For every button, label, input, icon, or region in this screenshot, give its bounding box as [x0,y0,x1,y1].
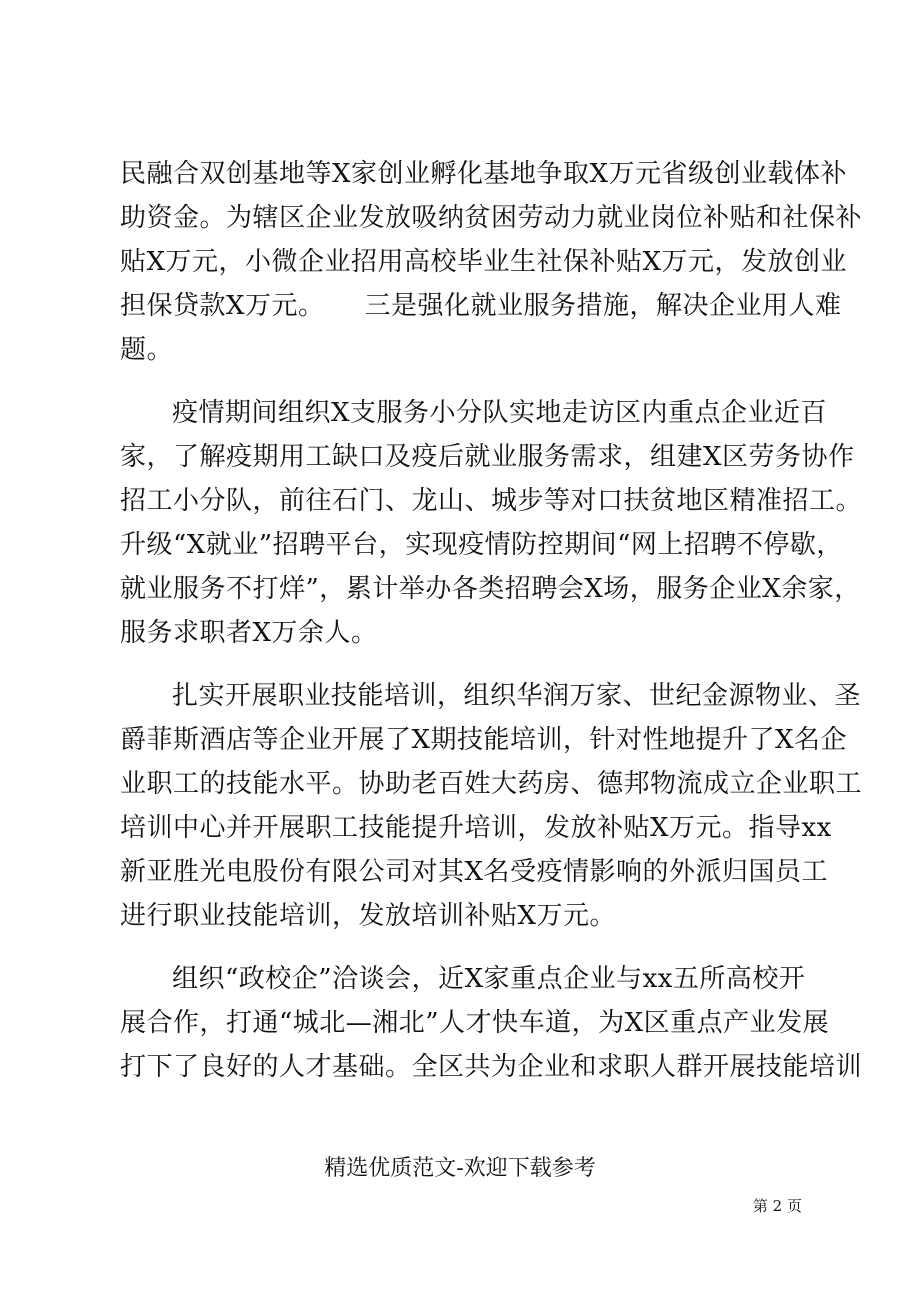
text-line: 招工小分队，前往石门、龙山、城步等对口扶贫地区精准招工。 [120,486,863,516]
text-line: 扎实开展职业技能培训，组织华润万家、世纪金源物业、圣 [172,681,862,711]
text-line: 爵菲斯酒店等企业开展了X期技能培训，针对性地提升了X名企 [120,725,848,755]
text-line: 家，了解疫期用工缺口及疫后就业服务需求，组建X区劳务协作 [120,442,855,472]
text-line: 就业服务不打烊”，累计举办各类招聘会X场，服务企业X余家， [120,574,861,604]
paragraph-4 [120,957,863,1089]
body-text [120,152,863,1089]
text-line: 打下了良好的人才基础。全区共为企业和求职人群开展技能培训 [120,1052,863,1082]
footer-slogan: 精选优质范文-欢迎下载参考 [324,1156,596,1181]
text-line: 展合作，打通“城北—湘北”人才快车道，为X区重点产业发展 [120,1008,830,1038]
text-line: 新亚胜光电股份有限公司对其X名受疫情影响的外派归国员工 [120,857,829,887]
text-line: 助资金。为辖区企业发放吸纳贫困劳动力就业岗位补贴和社保补 [120,203,863,233]
text-line: 组织“政校企”洽谈会，近X家重点企业与xx五所高校开 [172,964,806,994]
text-line: 培训中心并开展职工技能提升培训，发放补贴X万元。指导xx [120,813,832,843]
text-line: 疫情期间组织X支服务小分队实地走访区内重点企业近百 [172,398,828,428]
text-line: 服务求职者X万余人。 [120,618,378,648]
text-line: 贴X万元，小微企业招用高校毕业生社保补贴X万元，发放创业 [120,247,848,277]
paragraph-3 [120,674,863,938]
text-line: 民融合双创基地等X家创业孵化基地争取X万元省级创业载体补 [120,159,848,189]
paragraph-1 [120,152,863,372]
page-number: 第 2 页 [752,1197,802,1215]
text-line: 担保贷款X万元。 三是强化就业服务措施，解决企业用人难 [120,291,842,321]
text-line: 题。 [120,335,174,365]
text-line: 进行职业技能培训，发放培训补贴X万元。 [120,901,617,931]
text-line: 升级“X就业”招聘平台，实现疫情防控期间“网上招聘不停歇， [120,530,843,560]
text-line: 业职工的技能水平。协助老百姓大药房、德邦物流成立企业职工 [120,769,863,799]
paragraph-2 [120,391,863,655]
